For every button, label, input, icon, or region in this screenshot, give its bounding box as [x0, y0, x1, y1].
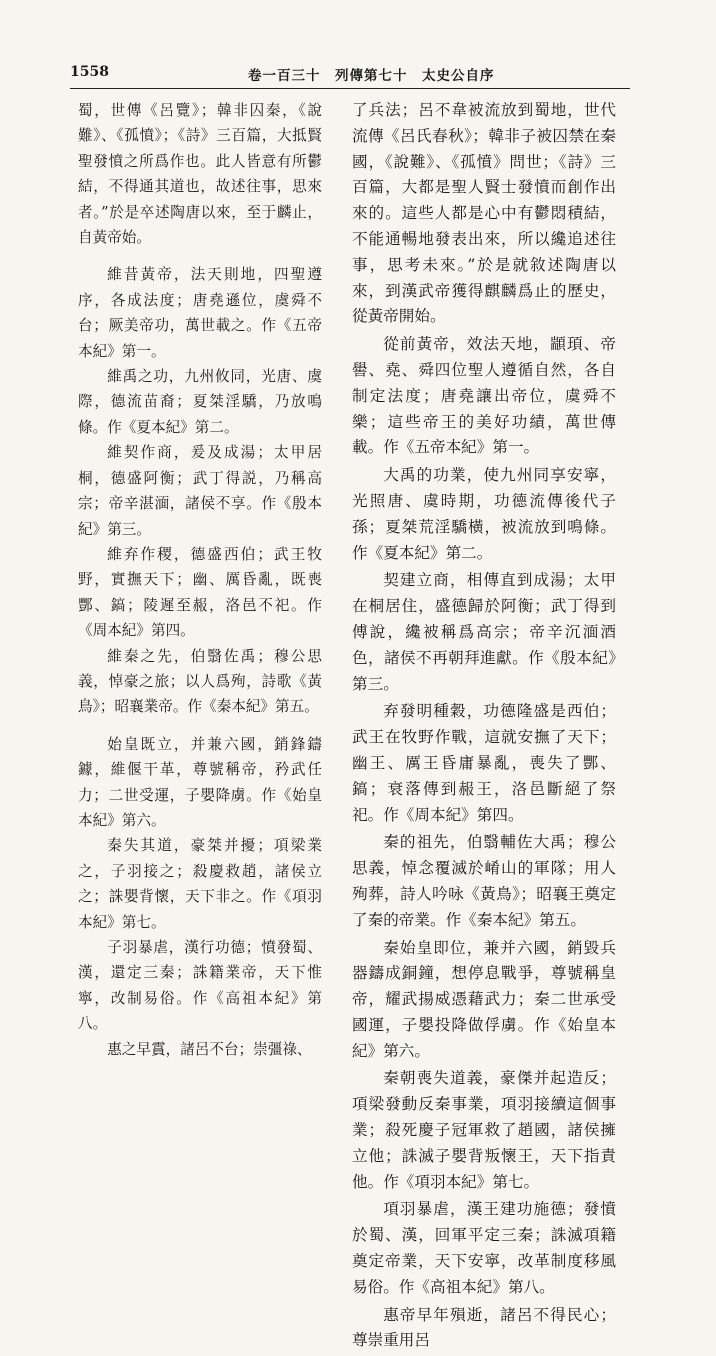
paragraph: 項羽暴虐，漢王建功施德；發憤於蜀、漢，回軍平定三秦；誅滅項籍奠定帝業，天下安寧，改革制度移風易俗。作《高祖本紀》第八。 — [352, 1200, 616, 1296]
paragraph: 惠之早霣，諸呂不台；崇彊祿、 — [107, 1040, 312, 1058]
paragraph: 契建立商，相傳直到成湯；太甲在桐居住，盛德歸於阿衡；武丁得到傅說，纔被稱爲高宗；帝辛沉湎酒色，諸侯不再朝拜進獻。作《殷本紀》第三。 — [352, 571, 616, 693]
paragraph: 秦失其道，豪桀并擾；項梁業之，子羽接之；殺慶救趙，諸侯立之；誅嬰背懷，天下非之。作《項羽本紀》第七。 — [78, 837, 322, 931]
running-head: 卷一百三十 列傳第七十 太史公自序 — [248, 68, 495, 84]
paragraph: 惠帝早年殞逝，諸呂不得民心；尊崇重用呂 — [352, 1305, 616, 1350]
page-header — [70, 64, 630, 89]
paragraph: 維弃作稷，德盛西伯；武王牧野，實撫天下；幽、厲昏亂，既喪酆、鎬；陵遲至赧，洛邑不祀。作《周本紀》第四。 — [78, 545, 322, 640]
paragraph-gap — [78, 250, 322, 262]
paragraph: 秦朝喪失道義，豪傑并起造反；項梁發動反秦事業，項羽接續這個事業；殺死慶子冠軍救了趙國，諸侯擁立他；誅滅子嬰背叛懷王，天下指責他。作《項羽本紀》第七。 — [352, 1069, 616, 1191]
paragraph: 維昔黃帝，法天則地，四聖遵序，各成法度；唐堯遜位，虞舜不台；厥美帝功，萬世載之。作《五帝本紀》第一。 — [78, 266, 322, 360]
paragraph: 秦始皇即位，兼并六國，銷毀兵器鑄成銅鐘，想停息戰爭，尊號稱皇帝，耀武揚威憑藉武力；秦二世承受國運，子嬰投降做俘虜。作《始皇本紀》第六。 — [352, 938, 616, 1060]
paragraph: 了兵法；呂不韋被流放到蜀地，世代流傳《呂氏春秋》；韓非子被囚禁在秦國，《說難》、《孤憤》問世；《詩》三百篇，大都是聖人賢士發憤而創作出來的。這些人都是心中有鬱悶積結，不能通暢地發表出來，所以纔追述往事，思考未來。”於是就敘述陶唐以來，到漢武帝獲得麒麟爲止的歷史，從黃帝開始。 — [352, 101, 616, 326]
classical-text-column — [78, 98, 322, 1062]
translation-column — [352, 98, 616, 1356]
paragraph: 蜀，世傳《呂覽》；韓非囚秦，《說難》、《孤憤》；《詩》三百篇，大抵賢聖發憤之所爲作也。此人皆意有所鬱結，不得通其道也，故述往事，思來者。”於是卒述陶唐以來，至于麟止，自黃帝始。 — [78, 102, 322, 247]
paragraph: 秦的祖先，伯翳輔佐大禹；穆公思義，悼念覆滅於崤山的軍隊；用人殉葬，詩人吟咏《黃鳥》；昭襄王奠定了秦的帝業。作《秦本紀》第五。 — [352, 833, 616, 929]
paragraph: 弃發明種穀，功德隆盛是西伯；武王在牧野作戰，這就安撫了天下；幽王、厲王昏庸暴亂，喪失了酆、鎬；衰落傳到赧王，洛邑斷絕了祭祀。作《周本紀》第四。 — [352, 702, 616, 824]
page-number: 1558 — [70, 64, 109, 80]
paragraph: 子羽暴虐，漢行功德；憤發蜀、漢，還定三秦；誅籍業帝，天下惟寧，改制易俗。作《高祖本紀》第八。 — [78, 939, 322, 1033]
paragraph: 維契作商，爰及成湯；太甲居桐，德盛阿衡；武丁得説，乃稱高宗；帝辛湛湎，諸侯不享。作《殷本紀》第三。 — [78, 444, 322, 538]
paragraph-gap — [78, 720, 322, 732]
paragraph: 大禹的功業，使九州同享安寧，光照唐、虞時期，功德流傳後代子孫；夏桀荒淫驕橫，被流放到鳴條。作《夏本紀》第二。 — [352, 466, 616, 562]
paragraph: 始皇既立，并兼六國，銷鋒鑄鐻，維偃干革，尊號稱帝，矜武任力；二世受運，子嬰降虜。作《始皇本紀》第六。 — [78, 735, 322, 829]
paragraph: 維秦之先，伯翳佐禹；穆公思義，悼豪之旅；以人爲殉，詩歌《黃鳥》；昭襄業帝。作《秦本紀》第五。 — [78, 647, 322, 716]
paragraph: 從前黃帝，效法天地，顓頊、帝嚳、堯、舜四位聖人遵循自然，各自制定法度；唐堯讓出帝位，虞舜不樂；這些帝王的美好功績，萬世傳載。作《五帝本紀》第一。 — [352, 335, 616, 457]
paragraph: 維禹之功，九州攸同，光唐、虞際，德流苗裔；夏桀淫驕，乃放鳴條。作《夏本紀》第二。 — [78, 368, 322, 436]
